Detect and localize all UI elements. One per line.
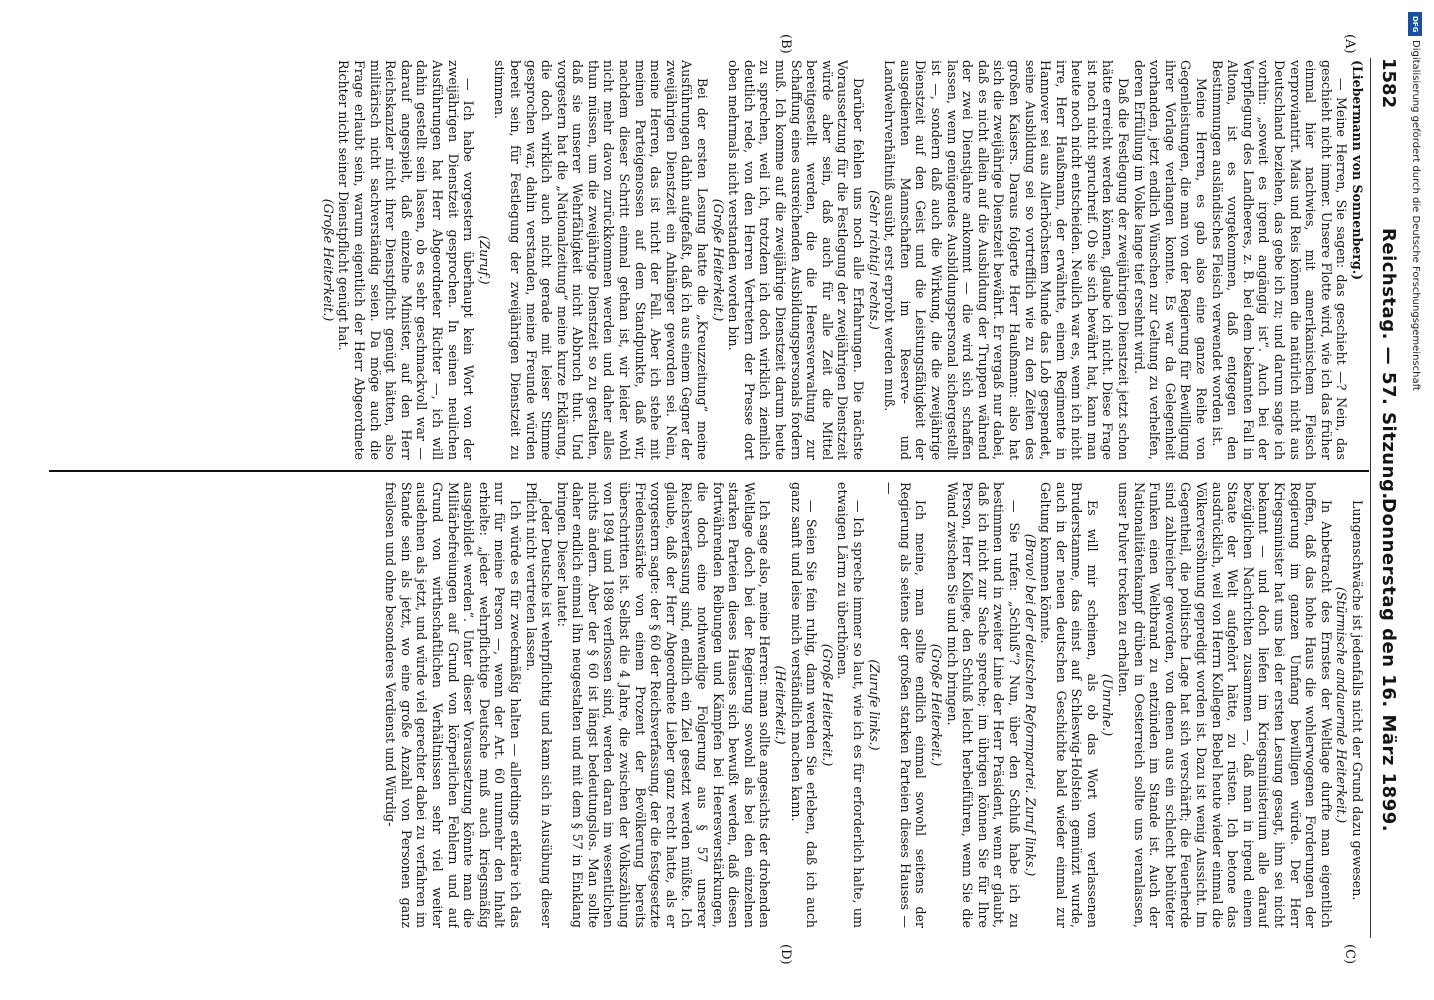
stage-direction: (Große Heiterkeit.) [710, 198, 726, 322]
paragraph: — Ich habe vorgestern überhaupt kein Wort von der zweijährigen Dienstzeit gesprochen. In seinen neulichen Ausführungen hat Herr Abgeordneter Richter —, ich will dahin gestellt sein lassen, ob es sehr geschmackvoll war — darauf angespielt, daß einzelne Minister, auf den Herr Reichskanzler nicht ihrer Dienstpflicht genügt hätten, also militärisch nicht sachverständig seien. Da möge auch die Frage erlaubt sein, warum eigentlich der Herr Abgeordnete Richter nicht seiner Dienstpflicht genügt hat. [336, 60, 477, 460]
paragraph: Bei der ersten Lesung hatte die „Kreuzzeitung“ meine Ausführungen dahin aufgefaßt, daß ich aus einem Gegner der zweijährigen Dienstzeit ein Anhänger geworden sei. Nein, meine Herren, das ist nicht der Fall. Aber ich stehe mit meinen Parteigenossen auf dem Standpunkte, daß wir, nachdem dieser Schritt einmal gethan ist, wir leider wohl nicht mehr davon zurückkommen werden und daher alles thun müssen, um die zweijährige Dienstzeit so zu gestalten, daß sie unserer Wehrfähigkeit nicht Abbruch thut. Und vorgestern hat die „Nationalzeitung“ meine kurze Erklärung, die doch wirklich auch nicht gerade mit leiser Stimme gesprochen war, dahin verstanden, meine Freunde würden bereit sein, für Festlegung der zweijährigen Dienstzeit zu stimmen. [492, 60, 711, 460]
stage-direction: (Stürmische andauernde Heiterkeit.) [1334, 586, 1350, 824]
header-date: Donnerstag den 16. März 1899. [1378, 498, 1399, 833]
stage-direction: (Große Heiterkeit.) [320, 198, 336, 322]
margin-marker-c: (C) [1342, 944, 1357, 965]
right-column [65, 482, 1365, 928]
stage-direction: (Große Heiterkeit.) [819, 643, 835, 767]
paragraph: Lungenschwäche ist jedenfalls nicht der Grund dazu gewesen. [1350, 500, 1365, 901]
paragraph: — Meine Herren, Sie sagen: das geschieht —? Nein, das geschieht nicht immer. Unsere Flotte wird, wie ich das früher einmal hier nachwies, mit amerikanischem Fleisch verproviantirt. Mais und Reis können die natürlich nicht aus Deutschland beziehen, das gebe ich zu; und darum sagte ich vorhin: „soweit es irgend angängig ist“. Auch bei der Verpflegung des Landheeres, z. B. bei dem bekannten Fall in Altona, ist es vorgekommen, daß entgegen den Bestimmungen ausländisches Fleisch verwendet worden ist. [1209, 60, 1350, 460]
stage-direction: (Sehr richtig! rechts.) [866, 190, 882, 330]
paragraph: — Sie rufen: „Schluß“? Nun, über den Schluß habe ich zu bestimmen und in zweiter Linie der Herr Präsident, wenn er glaubt, daß ich nicht zur Sache spreche; im übrigen können Sie für Ihre Person, Herr Kollege, den Schluß leicht herbeiführen, wenn Sie die Wand zwischen Sie und mich bringen. [944, 482, 1022, 928]
paragraph: — Seien Sie fein ruhig, dann werden Sie erleben, daß ich auch ganz sanft und leise mich verständlich machen kann. [788, 482, 820, 928]
paragraph: Es will mir scheinen, als ob das Wort vom verlassenen Bruderstamme, das einst auf Schleswig-Holstein gemünzt wurde, auch in der neuen deutschen Geschichte bald wieder einmal zur Geltung kommen könnte. [1038, 482, 1100, 928]
page-header [1371, 58, 1405, 938]
page-number: 1582 [1378, 58, 1399, 109]
speaker-name: (Liebermann von Sonnenberg.) [1350, 60, 1365, 281]
paragraph: Darüber fehlen uns noch alle Erfahrungen. Die nächste Voraussetzung für die Festlegung der zweijährigen Dienstzeit würde aber sein, daß auch für alle Zeit die Mittel bereitgestellt werden, die die Heeresverwaltung zur Schaffung eines ausreichenden Ausbildungspersonals fordern muß. Ich komme auf die zweijährige Dienstzeit darum heute zu sprechen, weil ich, trotzdem ich doch wirklich ziemlich deutlich rede, von den Herren Vertretern der Presse dort oben mehrmals nicht verstanden worden bin. [726, 60, 866, 460]
header-rule [1370, 58, 1371, 938]
margin-marker-d: (D) [778, 944, 793, 965]
stage-direction: (Bravo! bei der deutschen Reformpartei. Zuruf links.) [1022, 533, 1038, 877]
paragraph: Jeder Deutsche ist wehrpflichtig und kann sich in Ausübung dieser Pflicht nicht vertreten lassen. [523, 482, 555, 928]
paragraph: Ich sage also, meine Herren: man sollte angesichts der drohenden Weltlage doch bei der Regierung sowohl als bei den einzelnen starken Parteien dieses Hauses sich bewußt werden, daß diesen fortwährenden Reibungen und Kämpfen bei Heeresverstärkungen, die doch eine nothwendige Folgerung aus § 57 unserer Reichsverfassung sind, endlich ein Ziel gesetzt werden müßte. Ich glaube, daß der Herr Abgeordnete Lieber ganz recht hatte, als er vorgestern sagte: der § 60 der Reichsverfassung, der die festgesetzte Friedensstärke von einem Prozent der Bevölkerung bereits überschritten ist. Selbst die 4 Jahre, die zwischen der Volkszählung von 1894 und 1898 verflossen sind, werden daran im wesentlichen nichts ändern. Aber der § 60 ist längst bedeutungslos. Man sollte daher endlich einmal ihn neugestalten und mit dem § 57 in Einklang bringen. Dieser lautet: [554, 482, 773, 928]
stage-direction: (Große Heiterkeit.) [928, 643, 944, 767]
dfg-logo: DFG [1408, 12, 1422, 36]
margin-marker-a: (A) [1342, 34, 1357, 54]
stage-direction: (Zuruf.) [476, 235, 492, 285]
paragraph: Ich würde es für zweckmäßig halten — allerdings erkläre ich das nur für meine Person —, wenn der Art. 60 nunmehr den Inhalt erhielte: „jeder wehrpflichtige Deutsche muß auch kriegsmäßig ausgebildet werden“. Unter dieser Voraussetzung könnte man die Militärbefreiungen auf Grund von körperlichen Fehlern und auf Grund von wirthschaftlichen Verhältnissen sehr viel weiter ausdehnen als jetzt, und würde viel gerechter dabei zu verfahren im Stande sein als jetzt, wo eine große Anzahl von Personen ganz freilosen und ohne besonderes Verdienst und Würdig- [383, 482, 523, 928]
paragraph: Ich meine, man sollte endlich einmal sowohl seitens der Regierung als seitens der großen starken Parteien dieses Hauses — — [882, 482, 929, 928]
stage-direction: (Unruhe.) [1100, 673, 1116, 737]
credit-text: Digitalisierung gefördert durch die Deutsche Forschungsgemeinschaft [1410, 40, 1421, 391]
margin-marker-b: (B) [778, 34, 793, 54]
paragraph: In Anbetracht des Ernstes der Weltlage durfte man eigentlich hoffen, daß das hohe Haus die wohlerwogenen Forderungen der Regierung im ganzen Umfang bewilligen würde. Der Herr Kriegsminister hat uns bei der ersten Lesung gesagt, ihm sei nicht bekannt — und doch liefen im Kriegsministerium alle darauf bezüglichen Nachrichten zusammen —, daß man in irgend einem Staate der Welt aufgehört hätte, zu rüsten. Ich betone das ausdrücklich, weil von Herrn Kollegen Bebel heute wieder einmal die Völkerversöhnung gepredigt worden ist. Dazu ist wenig Aussicht. Im Gegentheil, die politische Lage hat sich verschärft; die Feuerherde sind zahlreicher geworden, von denen aus ein schlecht behüteter Funken einen Weltbrand zu entzünden im Stande ist. Auch der Nationalitätenkampf drüben in Oesterreich sollte uns veranlassen, unser Pulver trocken zu erhalten. [1116, 482, 1334, 928]
paragraph: Daß die Festlegung der zweijährigen Dienstzeit jetzt schon hätte erreicht werden können, glaube ich nicht. Diese Frage ist noch nicht spruchreif. Ob sie sich bewährt hat, kann man heute noch nicht entscheiden. Neulich war es, wenn ich nicht irre, Herr Haußmann, der erwähnte, einem Regimente in Hannover sei aus Allerhöchstem Munde das Lob gespendet, seine Ausbildung sei so vortrefflich wie zu den Zeiten des großen Kaisers. Daraus folgerte Herr Haußmann: also hat sich die zweijährige Dienstzeit bewährt. Er vergaß nur dabei, daß es nicht allein auf die Ausbildung der Truppen während der zwei Dienstjahre ankommt — die wird sich schaffen lassen, wenn genügendes Ausbildungspersonal sichergestellt ist —, sondern daß auch die Wirkung, die die zweijährige Dienstzeit auf den Geist und die Leistungsfähigkeit der ausgedienten Mannschaften im Reserve- und Landwehrverhältniß ausübt, erst erprobt werden muß. [882, 60, 1132, 460]
column-divider [49, 470, 1369, 472]
paragraph: Meine Herren, es gab also eine ganze Reihe von Gegenleistungen, die man von der Regierung für Bewilligung ihrer Vorlage verlangen konnte. Es war da Gelegenheit vorhanden, jetzt endlich Wünschen zur Geltung zu verhelfen, deren Erfüllung im Volke lange tief ersehnt wird. [1131, 60, 1210, 460]
header-title: Reichstag. — 57. Sitzung. [1378, 228, 1399, 500]
stage-direction: (Zurufe links.) [866, 659, 882, 751]
stage-direction: (Heiterkeit.) [773, 665, 789, 745]
left-column [65, 60, 1365, 460]
digitization-credit [1410, 6, 1428, 866]
paragraph: — Ich spreche immer so laut, wie ich es für erforderlich halte, um etwaigen Lärm zu überthönen. [835, 482, 866, 928]
rotated-page [35, 0, 1405, 1000]
